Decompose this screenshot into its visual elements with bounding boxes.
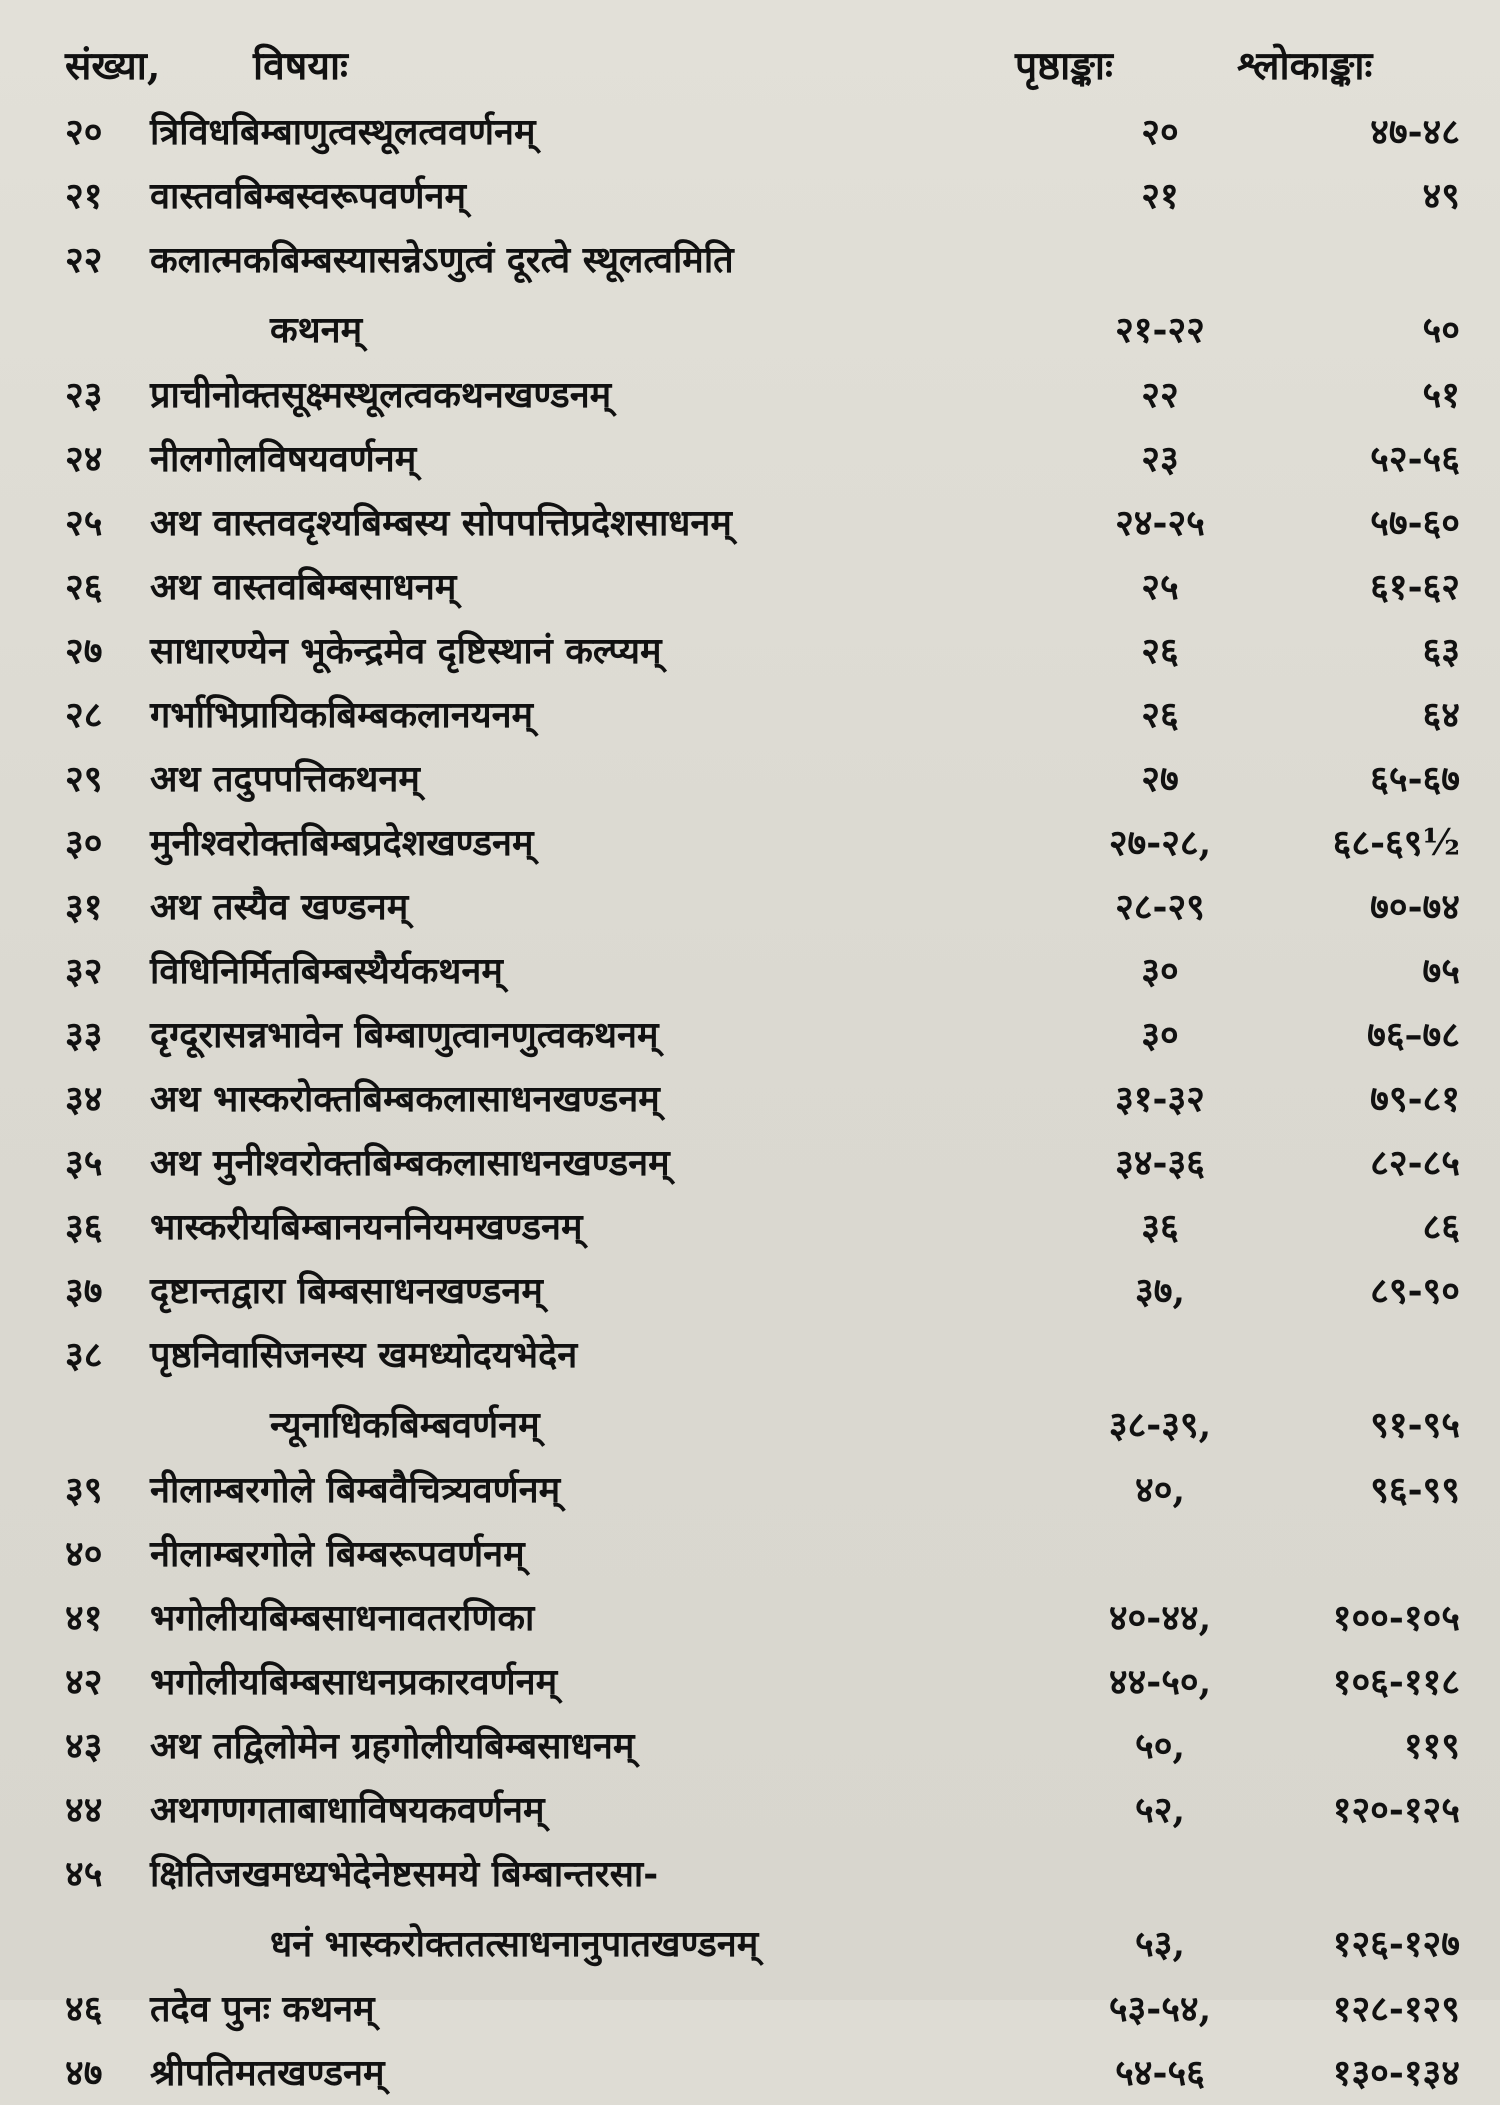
entry-shloka: ७९-८१ (1370, 1078, 1460, 1120)
entry-title: क्षितिजखमध्यभेदेनेष्टसमये बिम्बान्तरसा- (150, 1853, 659, 1895)
entry-number: २१ (65, 175, 103, 217)
entry-title: अथ भास्करोक्तबिम्बकलासाधनखण्डनम् (150, 1078, 660, 1120)
entry-shloka: १२०-१२५ (1332, 1789, 1460, 1831)
entry-shloka: ५० (1422, 309, 1460, 351)
entry-shloka: ६४ (1422, 694, 1460, 736)
entry-number: २४ (65, 438, 103, 480)
table-row (0, 619, 1500, 683)
entry-page: ५२, (1135, 1789, 1185, 1831)
entry-title: मुनीश्वरोक्तबिम्बप्रदेशखण्डनम् (150, 822, 534, 864)
entry-title: अथ वास्तवदृश्यबिम्बस्य सोपपत्तिप्रदेशसाधनम् (150, 502, 732, 544)
entry-shloka: १२६-१२७ (1332, 1923, 1460, 1965)
entry-number: २८ (65, 694, 103, 736)
entry-number: ३५ (65, 1142, 103, 1184)
entry-title: गर्भाभिप्रायिकबिम्बकलानयनम् (150, 694, 534, 736)
entry-shloka: ६८-६९½ (1332, 822, 1460, 864)
entry-page: ३० (1141, 950, 1179, 992)
entry-page: ३७, (1135, 1270, 1185, 1312)
entry-title-continued: धनं भास्करोक्ततत्साधनानुपातखण्डनम् (270, 1923, 759, 1965)
entry-page: २७-२८, (1108, 822, 1212, 864)
entry-title: वास्तवबिम्बस्वरूपवर्णनम् (150, 175, 467, 217)
entry-number: ३३ (65, 1014, 103, 1056)
entry-page: ५४-५६ (1115, 2052, 1205, 2094)
entry-number: २६ (65, 566, 103, 608)
entry-title: अथ मुनीश्वरोक्तबिम्बकलासाधनखण्डनम् (150, 1142, 670, 1184)
entry-title: भास्करीयबिम्बानयननियमखण्डनम् (150, 1206, 583, 1248)
table-row (0, 1714, 1500, 1778)
table-row (0, 100, 1500, 164)
table-row (0, 939, 1500, 1003)
entry-number: ४४ (65, 1789, 103, 1831)
header-number: संख्या, (65, 43, 161, 89)
entry-page: ३० (1141, 1014, 1179, 1056)
table-row (0, 228, 1500, 363)
entry-title: पृष्ठनिवासिजनस्य खमध्योदयभेदेन (150, 1334, 578, 1376)
table-row (0, 683, 1500, 747)
table-row (0, 1586, 1500, 1650)
entry-shloka: ५१ (1422, 374, 1460, 416)
table-header (65, 38, 1465, 98)
entry-title: अथ तदुपपत्तिकथनम् (150, 758, 420, 800)
entry-title: तदेव पुनः कथनम् (150, 1988, 375, 2030)
entry-page: २५ (1141, 566, 1179, 608)
entry-page: २१ (1141, 175, 1179, 217)
entry-page: २६ (1141, 694, 1179, 736)
entry-page: ४४-५०, (1108, 1661, 1212, 1703)
entry-title: अथ वास्तवबिम्बसाधनम् (150, 566, 457, 608)
entry-number: ३१ (65, 886, 103, 928)
entry-shloka: १२८-१२९ (1332, 1988, 1460, 2030)
entry-title: दृग्दूरासन्नभावेन बिम्बाणुत्वानणुत्वकथनम् (150, 1014, 659, 1056)
entry-shloka: ८६ (1422, 1206, 1460, 1248)
entry-page: २२ (1141, 374, 1179, 416)
entry-number: ३० (65, 822, 103, 864)
table-row (0, 1067, 1500, 1131)
entry-number: २५ (65, 502, 103, 544)
entry-title: अथगणगताबाधाविषयकवर्णनम् (150, 1789, 545, 1831)
entry-title-continued: कथनम् (270, 309, 363, 351)
table-row (0, 1778, 1500, 1842)
entry-number: ४१ (65, 1597, 103, 1639)
table-row (0, 555, 1500, 619)
entry-shloka: ६३ (1422, 630, 1460, 672)
entry-page: २७ (1141, 758, 1179, 800)
entry-shloka: ७५ (1422, 950, 1460, 992)
table-row (0, 1195, 1500, 1259)
table-row (0, 1842, 1500, 1977)
header-subject: विषयाः (253, 43, 348, 89)
entry-shloka: ५७-६० (1370, 502, 1460, 544)
entry-page: २० (1141, 111, 1179, 153)
entry-title-continued: न्यूनाधिकबिम्बवर्णनम् (270, 1404, 540, 1446)
table-row (0, 164, 1500, 228)
table-row (0, 1259, 1500, 1323)
entry-shloka: ४७-४८ (1370, 111, 1460, 153)
entry-shloka: ५२-५६ (1370, 438, 1460, 480)
entry-number: ३६ (65, 1206, 103, 1248)
entry-title: अथ तस्यैव खण्डनम् (150, 886, 409, 928)
entry-title: भगोलीयबिम्बसाधनप्रकारवर्णनम् (150, 1661, 558, 1703)
entry-shloka: ४९ (1422, 175, 1460, 217)
table-row (0, 1977, 1500, 2041)
entry-page: ३१-३२ (1115, 1078, 1205, 1120)
entry-number: ४६ (65, 1988, 103, 2030)
entry-title: नीलाम्बरगोले बिम्बरूपवर्णनम् (150, 1533, 525, 1575)
table-row (0, 747, 1500, 811)
entry-title: नीलगोलविषयवर्णनम् (150, 438, 417, 480)
table-row (0, 1003, 1500, 1067)
header-page: पृष्ठाङ्काः (1015, 43, 1113, 89)
table-row (0, 811, 1500, 875)
entry-page: २८-२९ (1115, 886, 1205, 928)
entry-title: त्रिविधबिम्बाणुत्वस्थूलत्ववर्णनम् (150, 111, 536, 153)
entry-title: कलात्मकबिम्बस्यासन्नेऽणुत्वं दूरत्वे स्थूलत्वमिति (150, 239, 734, 281)
entry-number: २२ (65, 239, 103, 281)
table-row (0, 1323, 1500, 1458)
entry-page: ३४-३६ (1115, 1142, 1205, 1184)
table-row (0, 1131, 1500, 1195)
entry-number: २३ (65, 374, 103, 416)
entry-title: अथ तद्विलोमेन ग्रहगोलीयबिम्बसाधनम् (150, 1725, 635, 1767)
entry-number: २९ (65, 758, 103, 800)
entry-number: ४२ (65, 1661, 103, 1703)
entry-title: दृष्टान्तद्वारा बिम्बसाधनखण्डनम् (150, 1270, 543, 1312)
table-row (0, 491, 1500, 555)
entry-title: भगोलीयबिम्बसाधनावतरणिका (150, 1597, 535, 1639)
entry-page: ४०-४४, (1108, 1597, 1212, 1639)
entry-page: २६ (1141, 630, 1179, 672)
entry-page: ४०, (1135, 1469, 1185, 1511)
entry-number: ३४ (65, 1078, 103, 1120)
table-row (0, 363, 1500, 427)
table-row (0, 875, 1500, 939)
entry-page: २४-२५ (1115, 502, 1205, 544)
entry-number: ३७ (65, 1270, 103, 1312)
entry-title: प्राचीनोक्तसूक्ष्मस्थूलत्वकथनखण्डनम् (150, 374, 612, 416)
entry-page: २३ (1141, 438, 1179, 480)
entry-number: ४७ (65, 2052, 103, 2094)
entry-number: २० (65, 111, 103, 153)
entry-title: नीलाम्बरगोले बिम्बवैचित्र्यवर्णनम् (150, 1469, 561, 1511)
entry-page: ३८-३९, (1108, 1404, 1212, 1446)
table-row (0, 427, 1500, 491)
entry-shloka: ११९ (1403, 1725, 1460, 1767)
table-row (0, 1522, 1500, 1586)
entry-page: ५३, (1135, 1923, 1185, 1965)
entry-shloka: ७०-७४ (1370, 886, 1460, 928)
entry-number: ३२ (65, 950, 103, 992)
entry-title: श्रीपतिमतखण्डनम् (150, 2052, 385, 2094)
entry-shloka: ८२-८५ (1370, 1142, 1460, 1184)
header-shloka: श्लोकाङ्काः (1237, 43, 1373, 89)
entry-shloka: १००-१०५ (1332, 1597, 1460, 1639)
entry-page: ५०, (1135, 1725, 1185, 1767)
entry-number: ४५ (65, 1853, 103, 1895)
table-row (0, 2041, 1500, 2105)
entry-shloka: ९६-९९ (1370, 1469, 1460, 1511)
entry-shloka: १३०-१३४ (1332, 2052, 1460, 2094)
entry-page: २१-२२ (1115, 309, 1205, 351)
entry-number: ४० (65, 1533, 103, 1575)
entry-shloka: १०६-११८ (1332, 1661, 1460, 1703)
entry-page: ५३-५४, (1108, 1988, 1212, 2030)
entry-title: विधिनिर्मितबिम्बस्थैर्यकथनम् (150, 950, 503, 992)
entry-shloka: ६१-६२ (1370, 566, 1460, 608)
entry-title: साधारण्येन भूकेन्द्रमेव दृष्टिस्थानं कल्प्यम् (150, 630, 662, 672)
entry-page: ३६ (1141, 1206, 1179, 1248)
entry-shloka: ९१-९५ (1370, 1404, 1460, 1446)
table-row (0, 1650, 1500, 1714)
entry-shloka: ६५-६७ (1370, 758, 1460, 800)
table-row (0, 1458, 1500, 1522)
contents-table (0, 100, 1500, 2105)
entry-shloka: ७६–७८ (1367, 1014, 1460, 1056)
entry-number: ४३ (65, 1725, 103, 1767)
entry-number: ३८ (65, 1334, 103, 1376)
entry-number: २७ (65, 630, 103, 672)
entry-shloka: ८९-९० (1370, 1270, 1460, 1312)
entry-number: ३९ (65, 1469, 103, 1511)
